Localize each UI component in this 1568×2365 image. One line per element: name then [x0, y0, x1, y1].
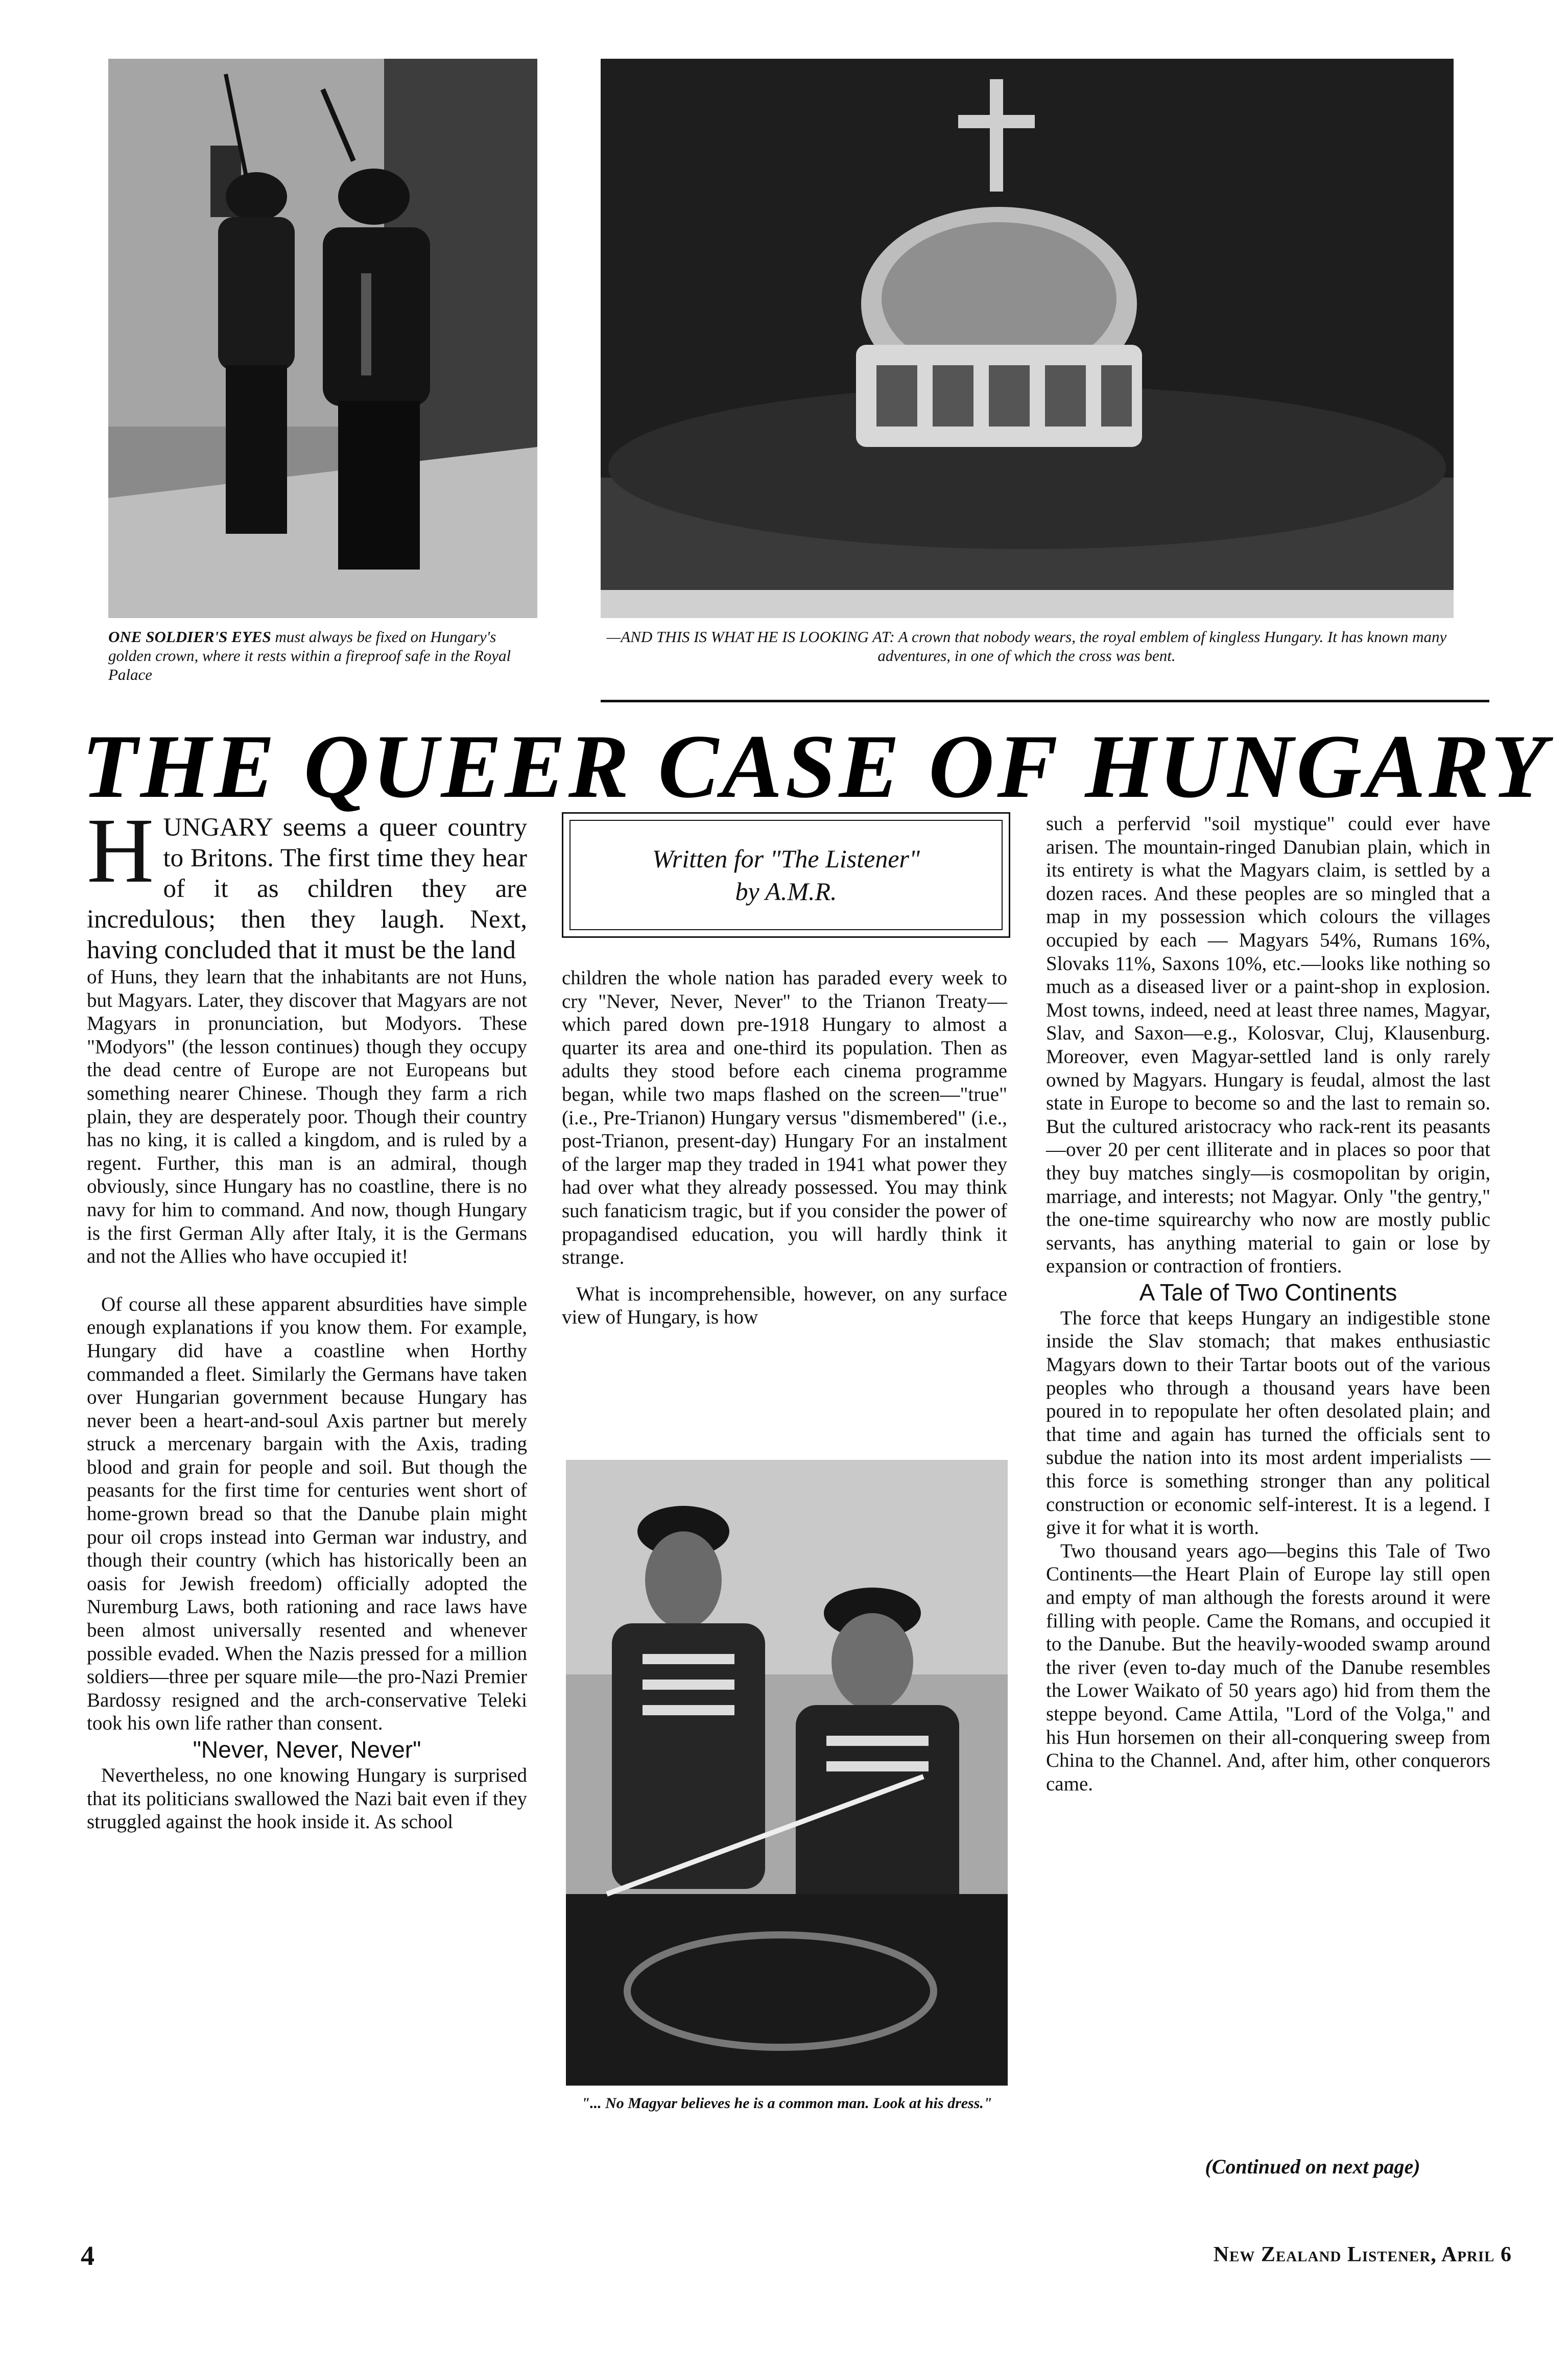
col1-paragraph-3: Nevertheless, no one knowing Hungary is surprised that its politicians swallowed the Nazi bait even if they struggled against the hook inside it. As school	[87, 1764, 527, 1833]
lead-paragraph-text: UNGARY seems a queer country to Britons. The first time they hear of it as children they are incredulous; then they laugh. Next, having concluded that it must be the land	[87, 813, 527, 964]
page-number: 4	[81, 2240, 94, 2271]
article-column-3	[1046, 812, 1490, 1795]
byline-box	[562, 812, 1010, 938]
lead-paragraph	[87, 799, 527, 965]
article-column-1	[87, 799, 527, 1834]
col1-paragraph-2: Of course all these apparent absurdities have simple enough explanations if you know them. For example, Hungary did have a coastline when Horthy commanded a fleet. Similarly the Germans have taken over Hungarian government because Hungary has never been a heart-and-soul Axis partner but merely struck a mercenary bargain with the Axis, trading blood and grain for people and soil. But though the peasants for the first time for centuries went short of home-grown bread so that the Danube plain might pour oil crops instead into German war industry, and though their country (which has historically been an oasis for Jewish freedom) officially adopted the Nuremburg Laws, both rationing and race laws have been almost universally resented and whenever possible evaded. When the Nazis pressed for a million soldiers—three per square mile—the pro-Nazi Premier Bardossy resigned and the arch-conservative Teleki took his own life rather than consent.	[87, 1293, 527, 1735]
soldiers-photo	[108, 59, 537, 618]
col3-paragraph-1: such a perfervid "soil mystique" could ever have arisen. The mountain-ringed Danubian plain, which in its entirety is what the Magyars claim, is settled by a dozen races. And these peoples are so mingled that a map in my possession which colours the villages occupied by each — Magyars 54%, Rumans 16%, Slovaks 11%, Saxons 10%, etc.—looks like nothing so much as a diseased liver or a paint-shop in explosion. Most towns, indeed, need at least three names, Magyar, Slav, and Saxon—e.g., Kolosvar, Cluj, Klausenburg. Moreover, even Magyar-settled land is only rarely owned by Magyars. Hungary is feudal, almost the last state in Europe to become so and the last to remain so. But the cultured aristocracy who rack-rent its peasants—over 20 per cent illiterate and in places so poor that they buy matches singly—is cosmopolitan by origin, marriage, and interests; not Magyar. Only "the gentry," the one-time squirearchy who now are mostly public servants, has anything material to gain or lose by expansion or contraction of frontiers.	[1046, 813, 1490, 1278]
soldiers-caption	[108, 627, 537, 684]
byline-written-for: Written for "The Listener"	[652, 844, 920, 873]
article-column-2	[562, 966, 1007, 1329]
article-title: THE QUEER CASE OF HUNGARY	[82, 716, 1550, 817]
headline-rule	[601, 700, 1489, 702]
crown-caption: —AND THIS IS WHAT HE IS LOOKING AT: A crown that nobody wears, the royal emblem of kingless Hungary. It has known many adventures, in one of which the cross was bent.	[606, 628, 1447, 665]
col3-paragraph-3: Two thousand years ago—begins this Tale of Two Continents—the Heart Plain of Europe lay still open and empty of man although the forests around it were filling with people. Came the Romans, and occupied it to the Danube. But the heavily-wooded swamp around the river (even to-day much of the Danube resembles the Lower Waikato of 50 years ago) hid from them the steppe beyond. Came Attila, "Lord of the Volga," and his Hun horsemen on their all-conquering sweep from China to the Channel. And, after him, other conquerors came.	[1046, 1540, 1490, 1795]
drop-cap: H	[87, 799, 154, 902]
col2-paragraph-1: children the whole nation has paraded every week to cry "Never, Never, Never" to the Trianon Treaty—which pared down pre-1918 Hungary to almost a quarter its area and one-third its population. Then as adults they stood before each cinema programme began, while two maps flashed on the screen—"true" (i.e., Pre-Trianon) Hungary versus "dismembered" (i.e., post-Trianon, present-day) Hungary For an instalment of the larger map they traded in 1941 what power they had over what they already possessed. You may think such fanaticism tragic, but if you consider the power of propagandised education, you will hardly think it strange.	[562, 967, 1007, 1269]
continued-note: (Continued on next page)	[1205, 2155, 1420, 2178]
soldiers-caption-text: must always be fixed on Hungary's golden crown, where it rests within a fireproof safe in the Royal Palace	[108, 628, 511, 683]
crown-photo	[601, 59, 1454, 618]
subhead-never: "Never, Never, Never"	[193, 1736, 421, 1763]
hussars-photo	[566, 1460, 1008, 2086]
running-footer: New Zealand Listener, April 6	[1213, 2243, 1512, 2266]
col3-paragraph-2: The force that keeps Hungary an indigestible stone inside the Slav stomach; that makes enthusiastic Magyars down to their Tartar boots out of the various peoples who through a thousand years have been poured in to repopulate her often desolated plain; and that time and again has turned the officials sent to subdue the nation into its most ardent imperialists — this force is something stronger than any political construction or economic self-interest. It is a legend. I give it for what it is worth.	[1046, 1307, 1490, 1539]
col2-paragraph-2: What is incomprehensible, however, on any surface view of Hungary, is how	[562, 1283, 1007, 1329]
col1-paragraph-1: of Huns, they learn that the inhabitants are not Huns, but Magyars. Later, they discover that Magyars are not Magyars in pronunciation, but Modyors. These "Modyors" (the lesson continues) though they occupy the dead centre of Europe are not Europeans but something nearer Chinese. Though they farm a rich plain, they are desperately poor. Though their country has no king, it is called a kingdom, and is ruled by a regent. Further, this man is an admiral, though obviously, since Hungary has no coastline, there is no navy for him to command. And now, though Hungary is the first German Ally after Italy, it is the Germans and not the Allies who have occupied it!	[87, 966, 527, 1268]
soldiers-caption-lead: ONE SOLDIER'S EYES	[108, 628, 271, 646]
subhead-two-continents: A Tale of Two Continents	[1139, 1279, 1397, 1306]
byline-author: by A.M.R.	[735, 877, 837, 906]
hussars-caption: "... No Magyar believes he is a common man. Look at his dress."	[581, 2095, 992, 2112]
